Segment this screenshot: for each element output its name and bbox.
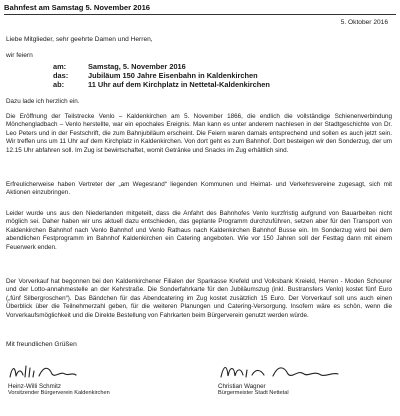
letter-header: Bahnfest am Samstag 5. November 2016	[4, 3, 151, 12]
paragraph-program: Leider wurde uns aus den Niederlanden mitgeteilt, dass die Anfahrt des Bahnhofes Venlo kurzfristig aufgrund von Bauarbeiten nicht möglich sei. Daher haben wir uns aktuell dazu entschieden, das geplante Programm durchzuführen, setzen aber für den Transport von Kaldenkirchen Bahnhof nach Venlo Bahnhof und Venlo Rathaus nach Kaldenkirchen Bahnhof Busse ein. Im Sonderzug wird bei dem abendlichen Festprogramm im Bahnhof Kaldenkirchen ein Catering angeboten. Wie vor 150 Jahren soll der Festtag dann mit einem Feuerwerk enden.	[6, 210, 392, 251]
event-key: ab:	[53, 80, 65, 90]
event-key: das:	[53, 71, 69, 81]
signatory-name: Christian Wagner	[218, 383, 266, 390]
signature-block-right	[218, 362, 348, 397]
paragraph-presale: Der Vorverkauf hat begonnen bei den Kaldenkirchener Filialen der Sparkasse Krefeld und Volksbank Kreield, Herren - Moden Schourer und der Lotto-annahmestelle an der Kehrstraße. Die Sonderfahrkarte für den Jubiläumszug (inkl. Bustransfers Venlo) kostet fünf Euro („fünf Silbergroschen“). Das Bändchen für das Abendcatering im Zug kostet zusätzlich 15 Euro. Der Vorverkauf soll uns auch einen Überblick über die Teilnehmerzahl geben, für die weiteren Planungen und Catering-Versorgung. Insofern wäre es schön, wenn die Vorverkaufsmöglichkeit und die Direkte Bestellung von Fahrkarten beim Bürgerverein genutzt werden würde.	[6, 278, 392, 319]
event-row-what	[53, 71, 270, 80]
intro-line: wir feiern	[6, 52, 33, 59]
paragraph-communities: Erfreulicherweise haben Vertreter der „am Wegesrand“ liegenden Kommunen und Heimat- und Verkehrsvereine zugesagt, sich mit Aktionen einzubringen.	[6, 181, 392, 197]
invitation-line: Dazu lade ich herzlich ein.	[6, 98, 80, 105]
handwritten-signature	[218, 362, 348, 382]
event-value: Samstag, 5. November 2016	[88, 62, 186, 71]
event-details	[53, 62, 270, 90]
event-row-time-place	[53, 80, 270, 89]
signatory-role: Vorsitzender Bürgerverein Kaldenkirchen	[8, 390, 110, 397]
signatory-role: Bürgermeister Stadt Nettetal	[218, 390, 289, 397]
salutation: Liebe Mitglieder, sehr geehrte Damen und Herren,	[6, 36, 153, 43]
paragraph-history: Die Eröffnung der Teilstrecke Venlo – Kaldenkirchen am 5. November 1866, die endlich die vollständige Schienenverbindung Mönchengladbach – Venlo herstellte, war ein epochales Ereignis. Man kann es unter anderem nachlesen in der Stadtgeschichte von Dr. Leo Peters und in der Festschrift, die zum Bahnjubiläum erscheint. Die Feiern waren damals entsprechend und sollen es auch jetzt sein. Wir treffen uns um 11 Uhr auf dem Kirchplatz in Kaldenkirchen. Von dort geht es zum Bahnhof. Dort besteigen wir den Sonderzug, der um 12.15 Uhr abfahren soll. Im Zug ist bewirtschaftet, womit Getränke und Snacks im Zug erhältlich sind.	[6, 113, 392, 154]
event-value: Jubiläum 150 Jahre Eisenbahn in Kaldenkirchen	[88, 71, 258, 81]
signature-block-left	[8, 362, 118, 397]
closing-line: Mit freundlichen Grüßen	[6, 341, 77, 348]
header-rule	[4, 14, 396, 15]
event-row-date	[53, 62, 270, 71]
letter-date: 5. Oktober 2016	[340, 19, 388, 26]
event-value: 11 Uhr auf dem Kirchplatz in Nettetal-Kaldenkirchen	[88, 80, 270, 90]
handwritten-signature	[8, 362, 118, 382]
signatory-name: Heinz-Willi Schmitz	[8, 383, 61, 390]
event-key: am:	[53, 62, 67, 71]
